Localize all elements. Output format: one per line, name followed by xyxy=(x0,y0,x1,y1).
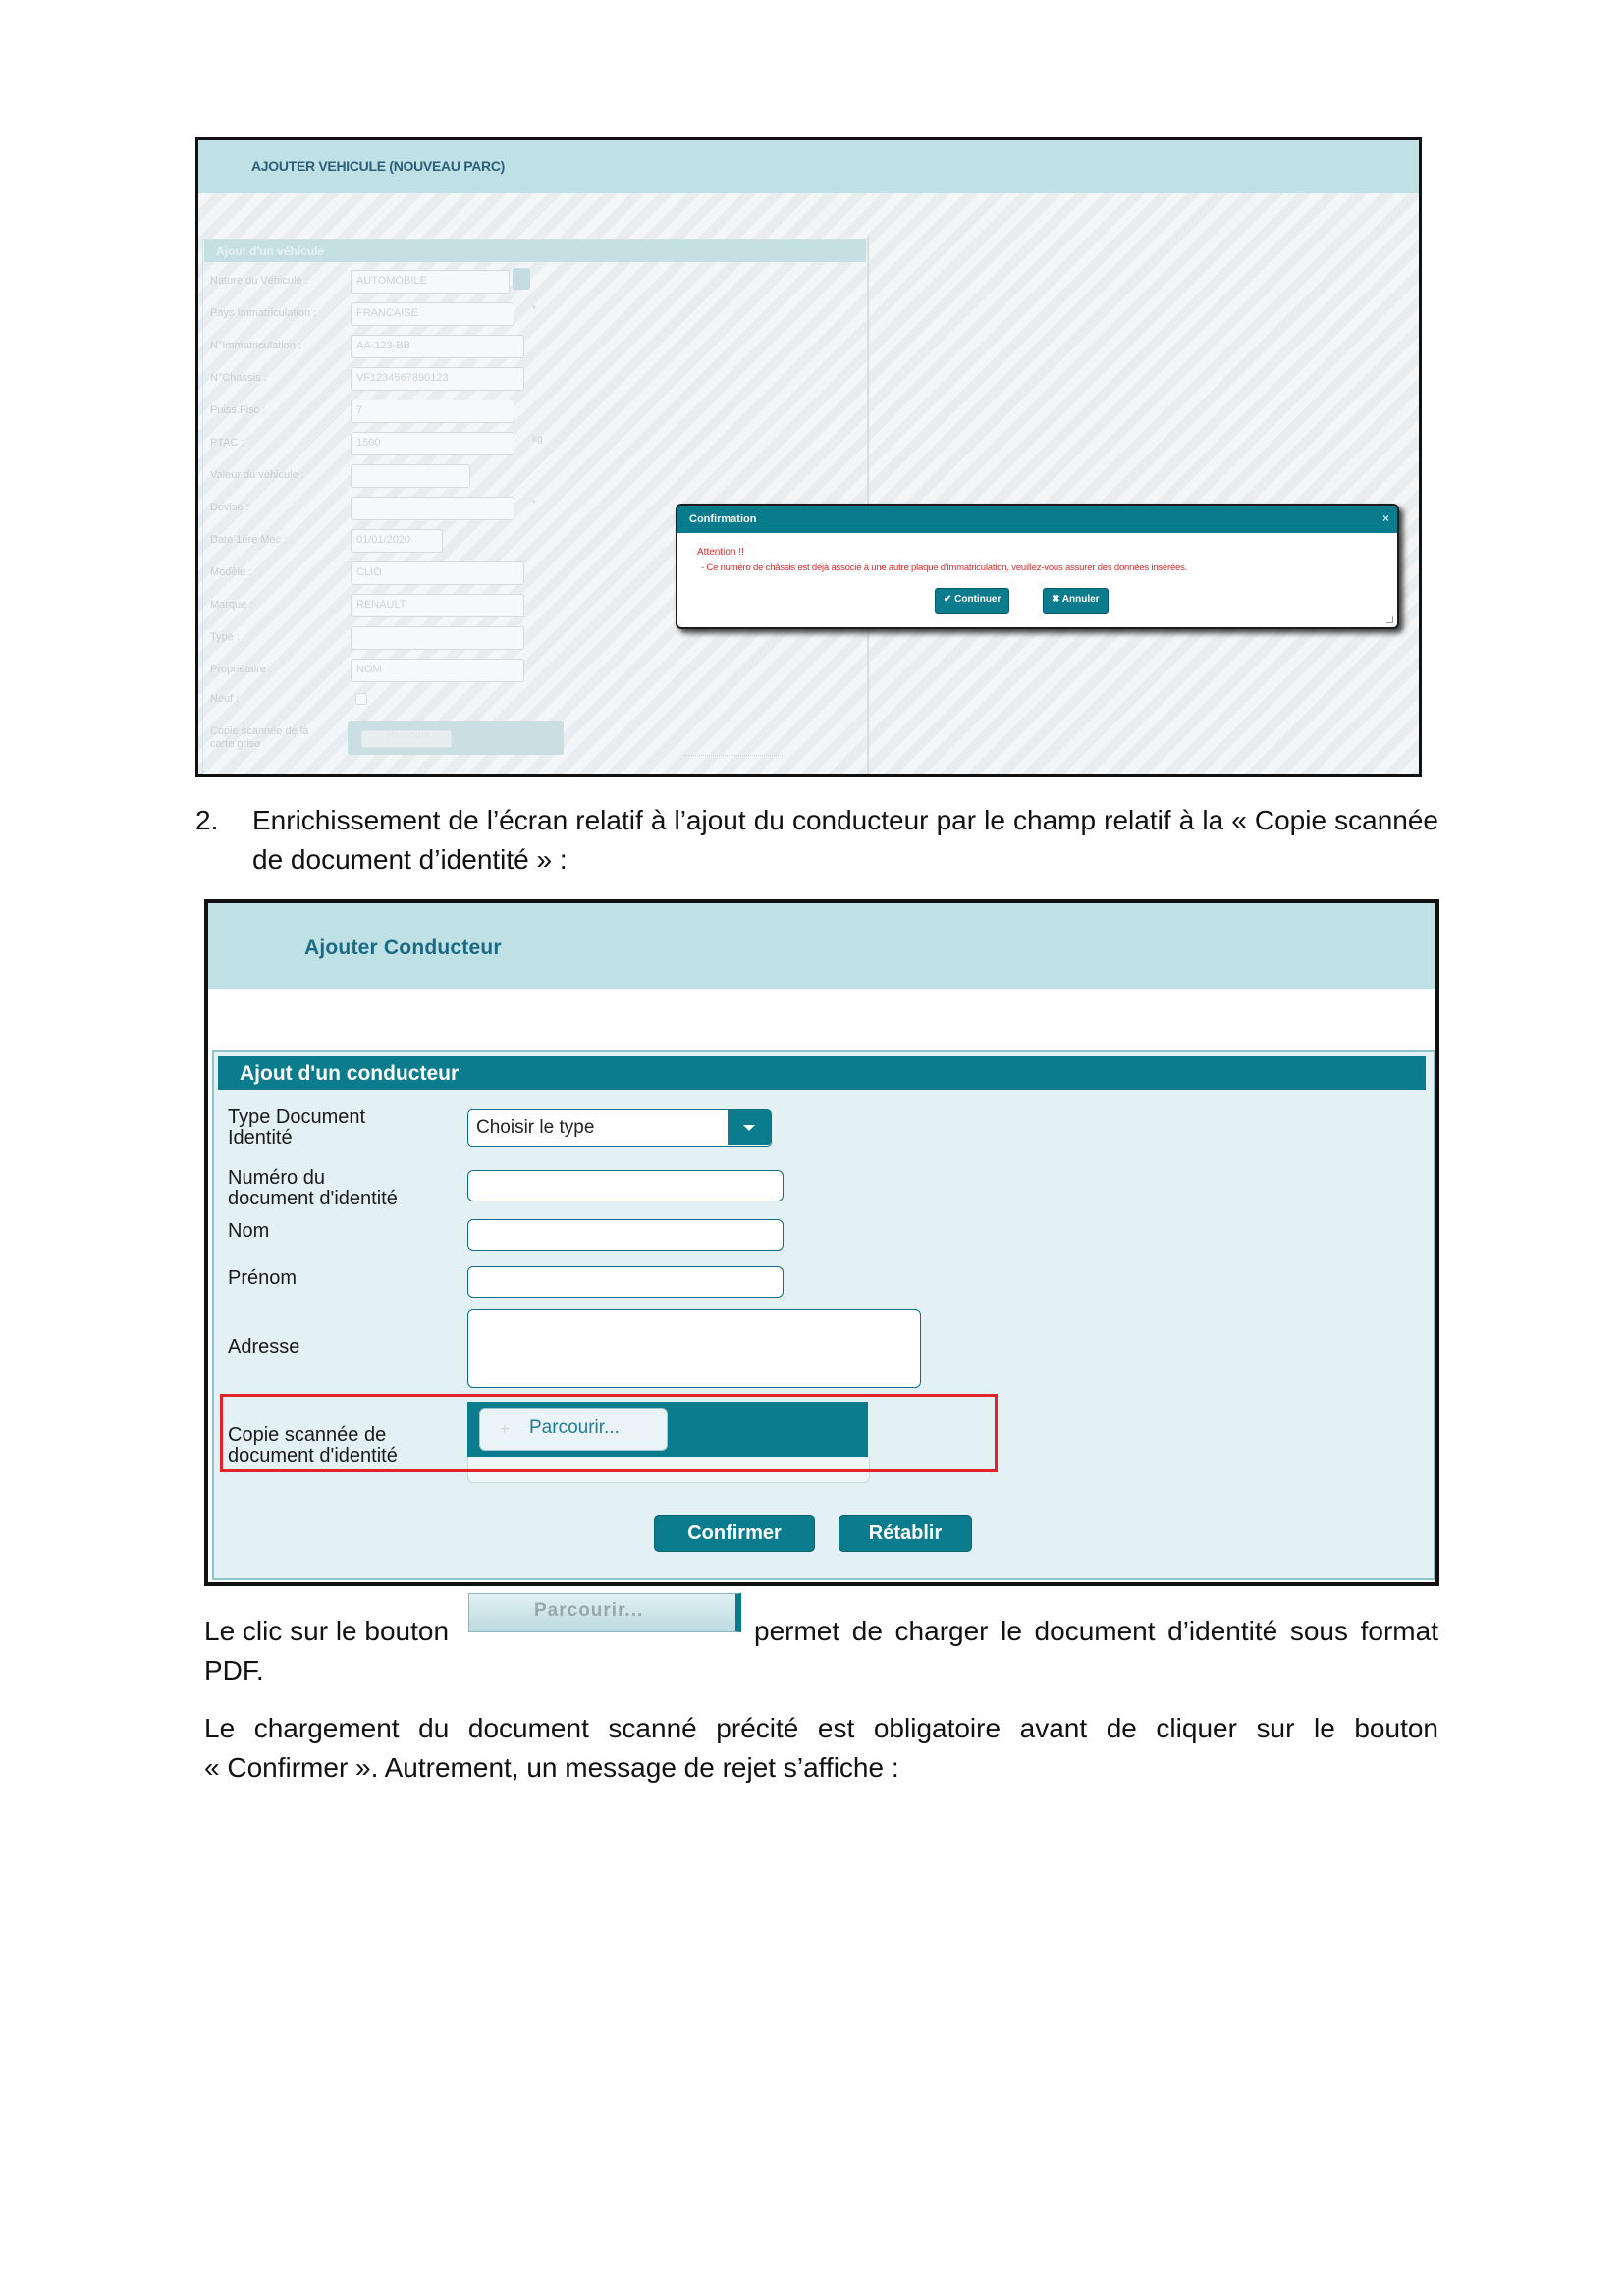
highlight-box xyxy=(220,1394,998,1472)
faint-link[interactable] xyxy=(684,743,783,756)
vehicle-header-title: AJOUTER VEHICULE (NOUVEAU PARC) xyxy=(251,158,506,174)
field-input[interactable] xyxy=(351,270,510,294)
browse-label: Parcourir... xyxy=(387,729,440,741)
field-input[interactable] xyxy=(351,659,524,682)
vehicle-header xyxy=(198,140,1419,193)
field-input[interactable] xyxy=(351,464,470,488)
checkbox[interactable] xyxy=(355,693,367,705)
field-label: Nature du Véhicule : xyxy=(210,275,308,287)
field-input[interactable] xyxy=(351,626,524,650)
dialog-header xyxy=(677,506,1397,533)
field-label: Modèle : xyxy=(210,566,252,578)
field-value: 01/01/2020 xyxy=(356,534,411,546)
click-text-before: Le clic sur le bouton xyxy=(204,1616,450,1646)
click-text-after: permet de charger le document d’identité sous format xyxy=(754,1616,1438,1646)
field-label: Devise : xyxy=(210,502,249,513)
field-value: 7 xyxy=(356,404,363,416)
resize-handle[interactable] xyxy=(1386,616,1393,623)
field-value: AUTOMOBILE xyxy=(356,275,427,287)
plus-icon: + xyxy=(500,1421,510,1438)
dialog-title: Confirmation xyxy=(689,513,757,525)
nom-label: Nom xyxy=(228,1220,270,1242)
field-input[interactable] xyxy=(351,400,514,423)
copie-label-line2: document d'identité xyxy=(228,1445,398,1467)
field-input[interactable] xyxy=(351,561,524,585)
num-label: Numéro du xyxy=(228,1167,325,1189)
load-text-line2: « Confirmer ». Autrement, un message de rejet s’affiche : xyxy=(204,1752,899,1783)
type-label: Type Document xyxy=(228,1106,366,1128)
type-label-line2: Identité xyxy=(228,1127,293,1148)
field-value: CLIO xyxy=(356,566,382,578)
adresse-label: Adresse xyxy=(228,1336,300,1358)
conducteur-screenshot xyxy=(204,899,1439,1586)
field-value: VF1234567890123 xyxy=(356,372,449,384)
type-select-value: Choisir le type xyxy=(476,1117,595,1138)
browse-label: Parcourir... xyxy=(529,1417,620,1438)
inline-browse-label: Parcourir... xyxy=(534,1600,644,1621)
field-input[interactable] xyxy=(351,594,524,617)
field-label: Marque : xyxy=(210,599,253,611)
field-input[interactable] xyxy=(351,432,514,455)
chevron-down-icon[interactable] xyxy=(728,1110,771,1145)
field-value: AA-123-BB xyxy=(356,340,411,351)
vehicle-legend-text: Ajout d'un véhicule xyxy=(216,244,325,258)
nom-input[interactable] xyxy=(467,1219,784,1251)
field-label: Date 1ère Mec : xyxy=(210,534,288,546)
field-label: Neuf : xyxy=(210,693,240,705)
confirm-button[interactable]: Confirmer xyxy=(654,1515,815,1552)
field-label: Propriétaire : xyxy=(210,664,272,675)
continue-button[interactable]: ✔ Continuer xyxy=(935,588,1009,614)
copie-label: Copie scannée de xyxy=(228,1424,387,1446)
adresse-textarea[interactable] xyxy=(467,1309,921,1388)
plus-icon: + xyxy=(489,1604,498,1620)
field-input[interactable] xyxy=(351,497,514,520)
field-label: Type : xyxy=(210,631,240,643)
field-label: N°Chassis : xyxy=(210,372,267,384)
field-value: 1500 xyxy=(356,437,381,449)
vehicle-fieldset-legend xyxy=(204,240,866,262)
page-header xyxy=(208,903,1435,989)
item-text-line2: de document d’identité » : xyxy=(252,844,568,875)
dialog-attention: Attention !! xyxy=(697,547,744,558)
field-label: Puiss.Fisc : xyxy=(210,404,266,416)
item-text-line1: Enrichissement de l’écran relatif à l’ajout du conducteur par le champ relatif à la « Copie scannée xyxy=(252,805,1438,835)
field-label: Valeur du véhicule : xyxy=(210,469,304,481)
form-legend-text: Ajout d'un conducteur xyxy=(240,1062,460,1085)
field-input[interactable] xyxy=(351,302,514,326)
inline-browse-button xyxy=(468,1593,741,1632)
unit-label: kg xyxy=(532,434,543,445)
field-value: NOM xyxy=(356,664,382,675)
form-legend xyxy=(218,1056,1426,1090)
prenom-label: Prénom xyxy=(228,1267,298,1289)
field-input[interactable] xyxy=(351,529,443,553)
prenom-input[interactable] xyxy=(467,1266,784,1298)
field-value: RENAULT xyxy=(356,599,406,611)
field-input[interactable] xyxy=(351,367,524,391)
cancel-button[interactable]: ✖ Annuler xyxy=(1043,588,1109,614)
field-label: Pays Immatriculation : xyxy=(210,307,317,319)
load-text-line1: Le chargement du document scanné précité est obligatoire avant de cliquer sur le bouton xyxy=(204,1713,1438,1743)
field-label: N°Immatriculation : xyxy=(210,340,302,351)
required-star: * xyxy=(532,499,536,509)
reset-button[interactable]: Rétablir xyxy=(839,1515,972,1552)
num-document-input[interactable] xyxy=(467,1170,784,1201)
dialog-message: - Ce numéro de châssis est déjà associé à une autre plaque d'immatriculation, veuillez-vous assurer des données insérées. xyxy=(701,562,1188,573)
field-input[interactable] xyxy=(351,335,524,358)
required-star: * xyxy=(532,304,536,315)
field-value: FRANCAISE xyxy=(356,307,418,319)
type-select[interactable] xyxy=(467,1109,772,1147)
field-label: PTAC : xyxy=(210,437,244,449)
upload-bar xyxy=(348,721,564,755)
page-title: Ajouter Conducteur xyxy=(304,936,502,959)
dropdown-arrow-icon[interactable] xyxy=(513,268,530,290)
click-text-line2: PDF. xyxy=(204,1655,264,1685)
num-label-line2: document d'identité xyxy=(228,1188,398,1209)
close-icon[interactable]: × xyxy=(1381,511,1389,525)
confirmation-dialog xyxy=(676,504,1399,629)
upload-label: Copie scannée de la carte grise xyxy=(210,725,309,750)
vehicle-screenshot xyxy=(195,137,1422,777)
list-number: 2. xyxy=(195,805,219,835)
